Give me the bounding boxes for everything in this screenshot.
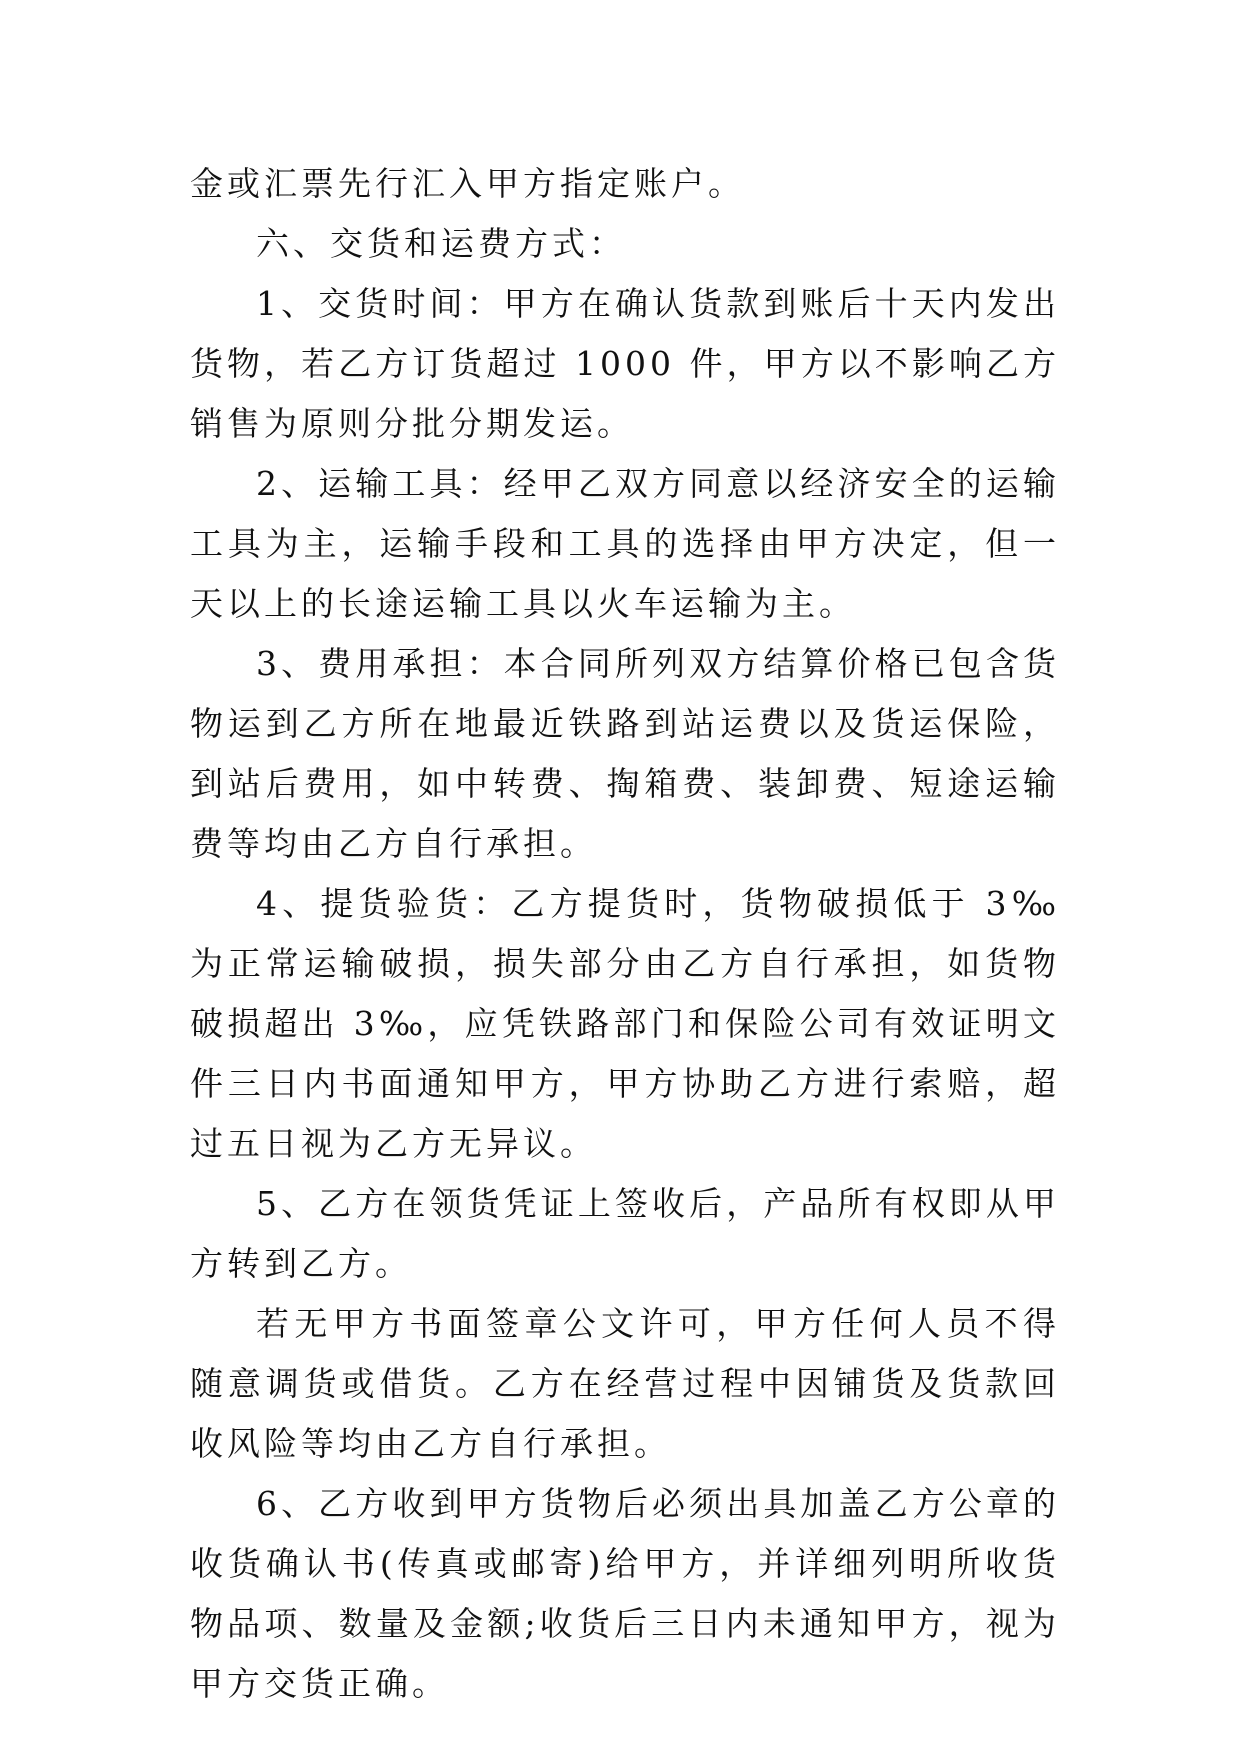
document-body [190, 154, 1060, 1714]
paragraph-delivery-time: 1、交货时间：甲方在确认货款到账后十天内发出货物，若乙方订货超过 1000 件，甲方以不影响乙方销售为原则分批分期发运。 [190, 284, 1060, 443]
paragraph-ownership: 5、乙方在领货凭证上签收后，产品所有权即从甲方转到乙方。 [190, 1184, 1060, 1283]
paragraph-receipt-confirmation: 6、乙方收到甲方货物后必须出具加盖乙方公章的收货确认书(传真或邮寄)给甲方，并详细列明所收货物品项、数量及金额;收货后三日内未通知甲方，视为甲方交货正确。 [190, 1484, 1060, 1703]
paragraph-inspection: 4、提货验货：乙方提货时，货物破损低于 3‰为正常运输破损，损失部分由乙方自行承担，如货物破损超出 3‰，应凭铁路部门和保险公司有效证明文件三日内书面通知甲方，甲方协助乙方进行索赔，超过五日视为乙方无异议。 [190, 884, 1060, 1163]
paragraph-permission: 若无甲方书面签章公文许可，甲方任何人员不得随意调货或借货。乙方在经营过程中因铺货及货款回收风险等均由乙方自行承担。 [190, 1304, 1060, 1463]
paragraph-continuation: 金或汇票先行汇入甲方指定账户。 [190, 164, 745, 203]
paragraph-transport-tools: 2、运输工具：经甲乙双方同意以经济安全的运输工具为主，运输手段和工具的选择由甲方决定，但一天以上的长途运输工具以火车运输为主。 [190, 464, 1060, 623]
paragraph-cost-bearing: 3、费用承担：本合同所列双方结算价格已包含货物运到乙方所在地最近铁路到站运费以及货运保险，到站后费用，如中转费、掏箱费、装卸费、短途运输费等均由乙方自行承担。 [190, 644, 1060, 863]
section-heading-delivery: 六、交货和运费方式： [256, 224, 626, 263]
